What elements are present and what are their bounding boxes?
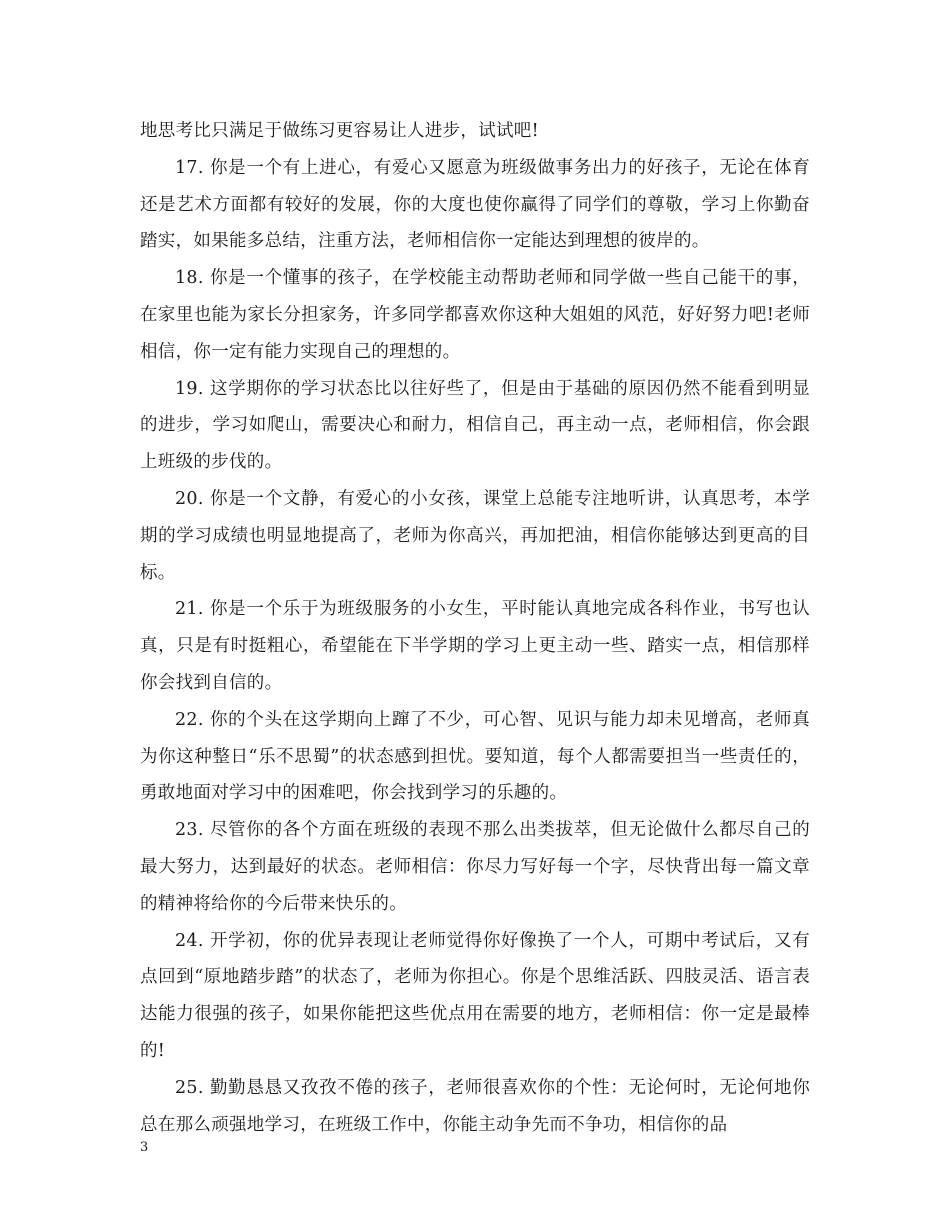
paragraph-continuation: 地思考比只满足于做练习更容易让人进步，试试吧! — [140, 121, 539, 141]
paragraph-comment-18: 18. 你是一个懂事的孩子，在学校能主动帮助老师和同学做一些自己能干的事，在家里也能为家长分担家务，许多同学都喜欢你这种大姐姐的风范，好好努力吧!老师相信，你一定有能力实现自己的理想的。 — [140, 268, 810, 362]
paragraph-comment-25: 25. 勤勤恳恳又孜孜不倦的孩子，老师很喜欢你的个性：无论何时，无论何地你总在那么顽强地学习，在班级工作中，你能主动争先而不争功，相信你的品 — [140, 1077, 810, 1135]
paragraph-comment-21: 21. 你是一个乐于为班级服务的小女生，平时能认真地完成各科作业，书写也认真，只是有时挺粗心，希望能在下半学期的学习上更主动一些、踏实一点，相信那样你会找到自信的。 — [140, 599, 810, 693]
page-number: 3 — [140, 1140, 149, 1155]
document-body — [140, 113, 810, 1143]
paragraph-comment-20: 20. 你是一个文静，有爱心的小女孩，课堂上总能专注地听讲，认真思考，本学期的学习成绩也明显地提高了，老师为你高兴，再加把油，相信你能够达到更高的目标。 — [140, 488, 810, 583]
paragraph-comment-17: 17. 你是一个有上进心，有爱心又愿意为班级做事务出力的好孩子，无论在体育还是艺术方面都有较好的发展，你的大度也使你赢得了同学们的尊敬，学习上你勤奋踏实，如果能多总结，注重方法，老师相信你一定能达到理想的彼岸的。 — [140, 157, 810, 252]
paragraph-comment-19: 19. 这学期你的学习状态比以往好些了，但是由于基础的原因仍然不能看到明显的进步，学习如爬山，需要决心和耐力，相信自己，再主动一点，老师相信，你会跟上班级的步伐的。 — [140, 378, 810, 473]
paragraph-comment-24: 24. 开学初，你的优异表现让老师觉得你好像换了一个人，可期中考试后，又有点回到“原地踏步踏”的状态了，老师为你担心。你是个思维活跃、四肢灵活、语言表达能力很强的孩子，如果你能把这些优点用在需要的地方，老师相信：你一定是最棒的! — [140, 930, 810, 1061]
paragraph-comment-23: 23. 尽管你的各个方面在班级的表现不那么出类拔萃，但无论做什么都尽自己的最大努力，达到最好的状态。老师相信：你尽力写好每一个字，尽快背出每一篇文章的精神将给你的今后带来快乐的。 — [140, 820, 810, 914]
paragraph-comment-22: 22. 你的个头在这学期向上蹿了不少，可心智、见识与能力却未见增高，老师真为你这种整日“乐不思蜀”的状态感到担忧。要知道，每个人都需要担当一些责任的，勇敢地面对学习中的困难吧，你会找到学习的乐趣的。 — [140, 709, 810, 804]
